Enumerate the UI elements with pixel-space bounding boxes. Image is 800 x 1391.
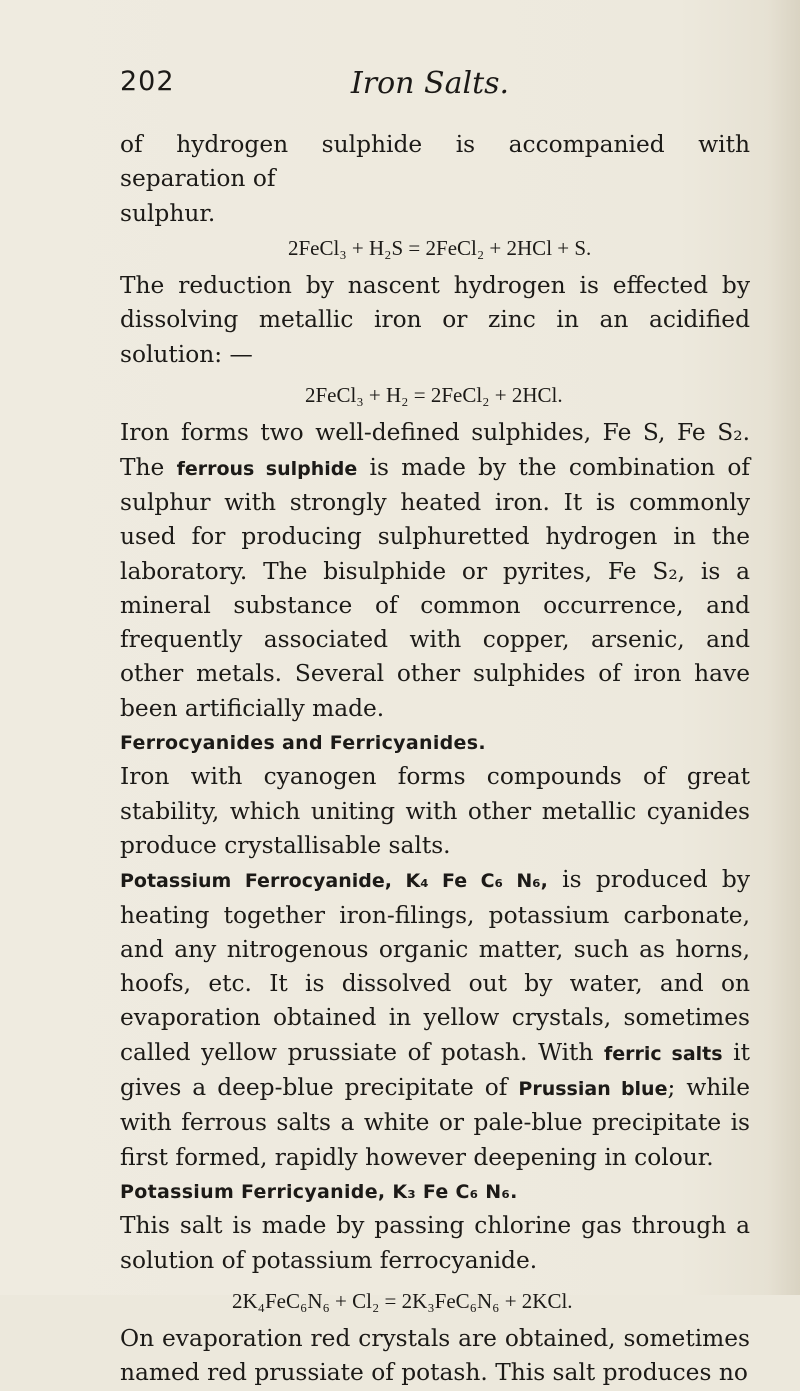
term-prussian-blue: Prussian blue (518, 1078, 668, 1101)
paragraph-3 (120, 416, 750, 726)
paragraph-5 (120, 863, 750, 1175)
term-ferrous-sulphide: ferrous sulphide (176, 457, 358, 480)
paragraph-1 (120, 128, 750, 231)
paragraph-7: On evaporation red crystals are obtained, sometimes named red prussiate of potash. This salt produces no (120, 1325, 750, 1387)
page-header (120, 66, 740, 106)
section-heading-ferrocyanides: Ferrocyanides and Ferricyanides. (120, 732, 486, 755)
paragraph-3-part-b: is made by the combination of sulphur with strongly heated iron. It is commonly used for producing sulphuretted hydrogen in the laboratory. The bisulphide or pyrites, Fe S₂, is a mineral substance of common occurrence, and frequently associated with copper, arsenic, and other metals. Several other sulphides of iron have been artificially made. (120, 453, 750, 722)
section-heading-ferricyanide: Potassium Ferricyanide, K₃ Fe C₆ N₆. (120, 1180, 518, 1203)
paragraph-5-part-b: it gives a deep-blue precipitate of (120, 1038, 750, 1102)
paragraph-5-part-a: is produced by heating together iron-filings, potassium carbonate, and any nitrogenous organic matter, such as horns, hoofs, etc. It is dissolved out by water, and on evaporation obtained in yellow crystals, sometimes called yellow prussiate of potash. With (120, 866, 750, 1066)
paragraph-1-line-2: sulphur. (120, 199, 216, 227)
page-number: 202 (120, 66, 175, 97)
equation-3: 2K₄FeC₆N₆ + Cl₂ = 2K₃FeC₆N₆ + 2KCl. (232, 1288, 573, 1313)
paragraph-6: This salt is made by passing chlorine gas through a solution of potassium ferrocyanide. (120, 1212, 750, 1274)
paragraph-5-part-c: ; while with ferrous salts a white or pale-blue precipitate is first formed, rapidly however deepening in colour. (120, 1074, 750, 1171)
heading-potassium-ferrocyanide: Potassium Ferrocyanide, K₄ Fe C₆ N₆, (120, 870, 548, 893)
running-title: Iron Salts. (350, 66, 510, 101)
page-body (120, 128, 750, 1391)
equation-1: 2FeCl₃ + H₂S = 2FeCl₂ + 2HCl + S. (288, 235, 592, 260)
paragraph-3-part-a: Iron forms two well-defined sulphides, Fe S, Fe S₂. The (120, 419, 750, 481)
paragraph-4: Iron with cyanogen forms compounds of great stability, which uniting with other metallic cyanides produce crystallisable salts. (120, 763, 750, 859)
paragraph-2: The reduction by nascent hydrogen is effected by dissolving metallic iron or zinc in an acidified solution: — (120, 272, 750, 368)
paragraph-1-line-1: of hydrogen sulphide is accompanied with separation of (120, 131, 750, 193)
equation-2: 2FeCl₃ + H₂ = 2FeCl₂ + 2HCl. (305, 383, 563, 408)
term-ferric-salts: ferric salts (604, 1042, 723, 1065)
